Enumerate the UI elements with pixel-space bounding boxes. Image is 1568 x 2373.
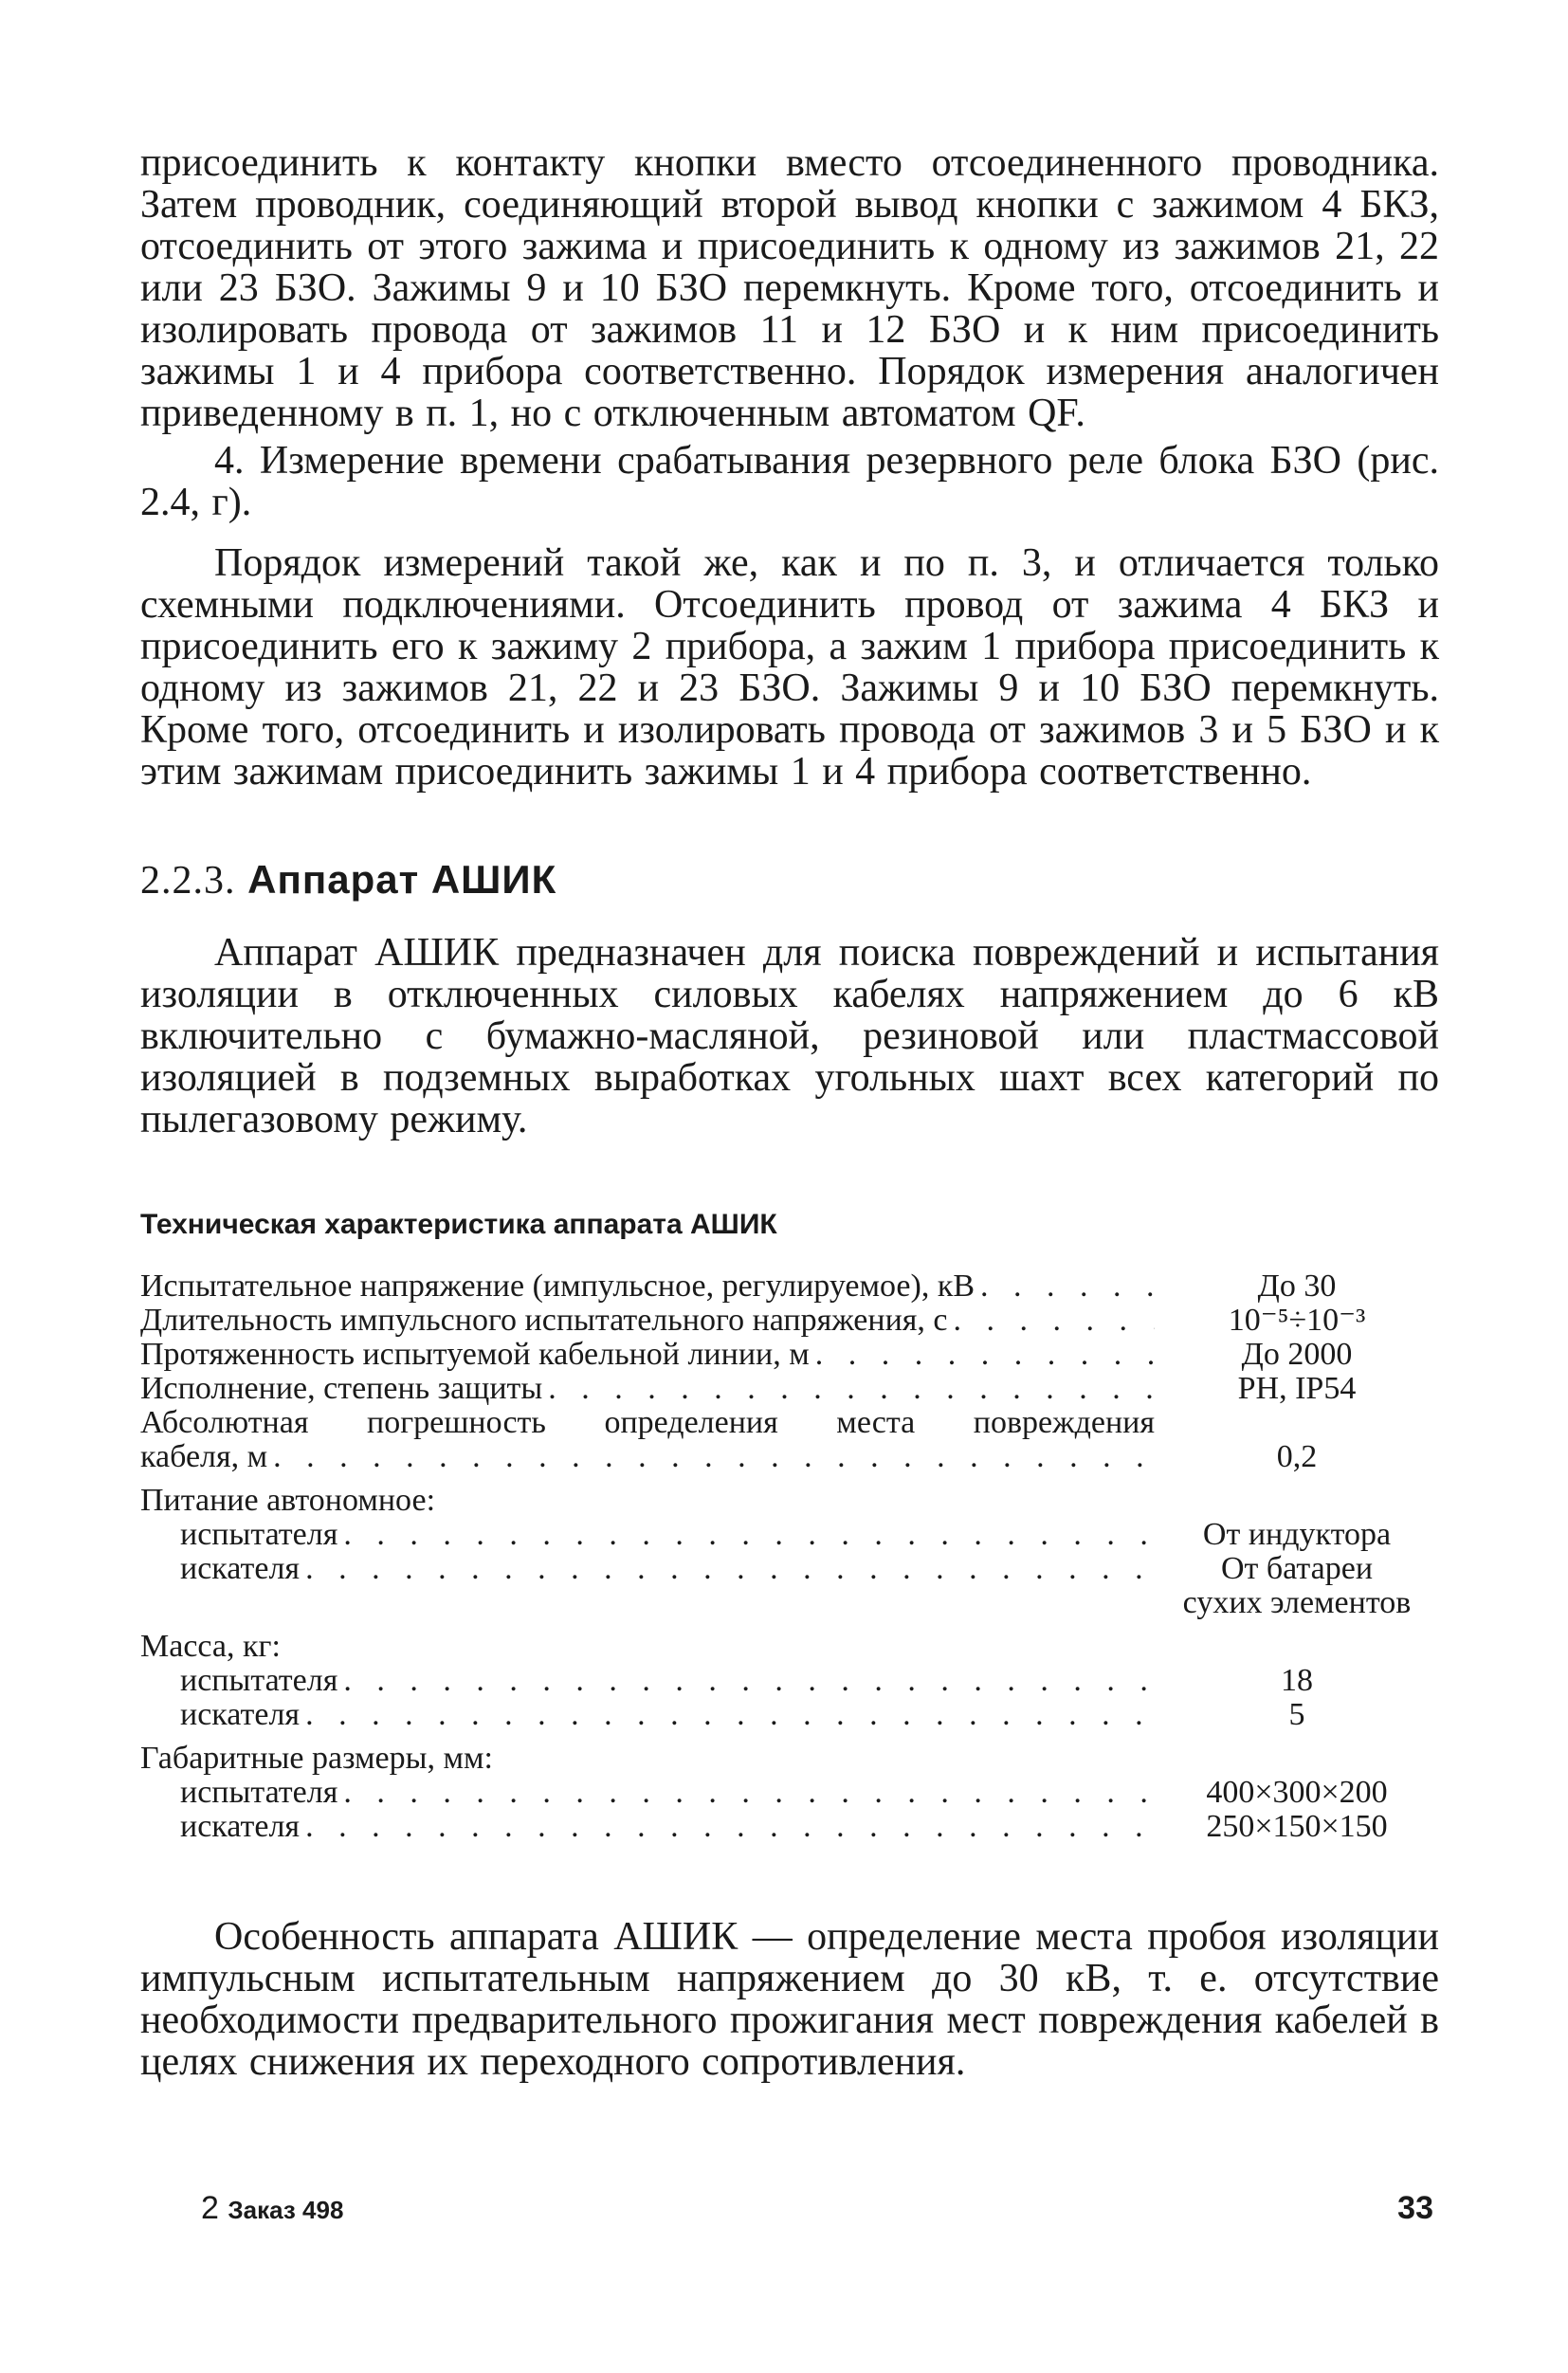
spec-row-power-finder-cont: [140, 1586, 1439, 1620]
spec-group-power: [140, 1484, 1439, 1518]
closing-paragraph: Особенность аппарата АШИК — определение места пробоя изоляции импульсным испытательным напряжением до 30 кВ, т. е. отсутствие необходимости предварительного прожигания мест повреждения кабелей в целях снижения их переходного сопротивления.: [140, 1915, 1439, 2084]
spec-label: искателя: [180, 1552, 301, 1586]
spec-group-dims: [140, 1742, 1439, 1776]
spec-table: [140, 1269, 1439, 1844]
spec-row-duration: [140, 1304, 1439, 1338]
signature-order: Заказ 498: [228, 2196, 344, 2224]
page-number: 33: [1397, 2190, 1433, 2226]
paragraph-continuation: присоединить к контакту кнопки вместо отсоединенного проводника. Затем проводник, соединяющий второй вывод кнопки с зажимом 4 БКЗ, отсоединить от этого зажима и присоединить к одному из зажимов 21, 22 или 23 БЗО. Зажимы 9 и 10 БЗО перемкнуть. Кроме того, отсоединить и изолировать провода от зажимов 11 и 12 БЗО и к ним присоединить зажимы 1 и 4 прибора соответственно. Порядок измерения аналогичен приведенному в п. 1, но с отключенным автоматом QF.: [140, 141, 1439, 435]
spec-group-heading: Питание автономное:: [140, 1483, 436, 1518]
spec-row-mass-finder: [140, 1698, 1439, 1732]
spec-label: Протяженность испытуемой кабельной линии, м: [140, 1338, 810, 1372]
spec-value: 250×150×150: [1206, 1809, 1388, 1844]
spec-value: До 2000: [1241, 1337, 1353, 1372]
spec-value: 5: [1288, 1697, 1305, 1732]
signature-number: 2: [201, 2190, 219, 2226]
spec-label: Абсолютная погрешность определения места повреждения: [140, 1405, 1155, 1440]
spec-label: Длительность импульсного испытательного напряжения, с: [140, 1304, 948, 1338]
spec-title: Техническая характеристика аппарата АШИК: [140, 1209, 777, 1240]
spec-label: искателя: [180, 1810, 301, 1844]
spec-label: испытателя: [180, 1518, 338, 1552]
spec-value: 18: [1281, 1663, 1313, 1698]
printer-signature: [201, 2190, 343, 2227]
spec-label: Исполнение, степень защиты: [140, 1372, 543, 1406]
spec-value: 0,2: [1276, 1439, 1318, 1474]
spec-group-heading: Габаритные размеры, мм:: [140, 1741, 493, 1776]
spec-row-dims-tester: [140, 1776, 1439, 1810]
spec-label: испытателя: [180, 1776, 338, 1810]
spec-row-mass-tester: [140, 1664, 1439, 1698]
spec-value: От индуктора: [1202, 1517, 1392, 1552]
spec-value: 400×300×200: [1206, 1775, 1388, 1810]
spec-value: До 30: [1257, 1269, 1337, 1304]
section-number: 2.2.3.: [140, 859, 236, 903]
page-body: [140, 142, 1439, 2083]
spec-value: 10⁻⁵÷10⁻³: [1228, 1303, 1366, 1338]
spec-group-mass: [140, 1630, 1439, 1664]
spec-value: сухих элементов: [1182, 1585, 1412, 1620]
spec-row-accuracy: [140, 1440, 1439, 1474]
section-title: Аппарат АШИК: [247, 857, 557, 902]
section-intro: Аппарат АШИК предназначен для поиска повреждений и испытания изоляции в отключенных силовых кабелях напряжением до 6 кВ включительно с бумажно-масляной, резиновой или пластмассовой изоляцией в подземных выработках угольных шахт всех категорий по пылегазовому режиму.: [140, 931, 1439, 1141]
spec-row-power-tester: [140, 1518, 1439, 1552]
spec-label: кабеля, м: [140, 1440, 268, 1474]
spec-label: испытателя: [180, 1664, 338, 1698]
spec-row-protection: [140, 1372, 1439, 1406]
spec-row-length: [140, 1338, 1439, 1372]
spec-row-voltage: [140, 1269, 1439, 1304]
spec-label: искателя: [180, 1698, 301, 1732]
paragraph-procedure: Порядок измерений такой же, как и по п. 3, и отличается только схемными подключениями. Отсоединить провод от зажима 4 БКЗ и присоединить его к зажиму 2 прибора, а зажим 1 прибора присоединить к одному из зажимов 21, 22 и 23 БЗО. Зажимы 9 и 10 БЗО перемкнуть. Кроме того, отсоединить и изолировать провода от зажимов 3 и 5 БЗО и к этим зажимам присоединить зажимы 1 и 4 прибора соответственно.: [140, 541, 1439, 794]
spec-row-power-finder: [140, 1552, 1439, 1586]
paragraph-item-4: 4. Измерение времени срабатывания резервного реле блока БЗО (рис. 2.4, г).: [140, 439, 1439, 524]
spec-label: Испытательное напряжение (импульсное, регулируемое), кВ: [140, 1269, 975, 1304]
spec-group-heading: Масса, кг:: [140, 1629, 281, 1664]
spec-value: РН, IP54: [1237, 1371, 1357, 1406]
spec-value: От батареи: [1220, 1551, 1374, 1586]
section-heading: [140, 857, 1439, 904]
spec-row-dims-finder: [140, 1810, 1439, 1844]
